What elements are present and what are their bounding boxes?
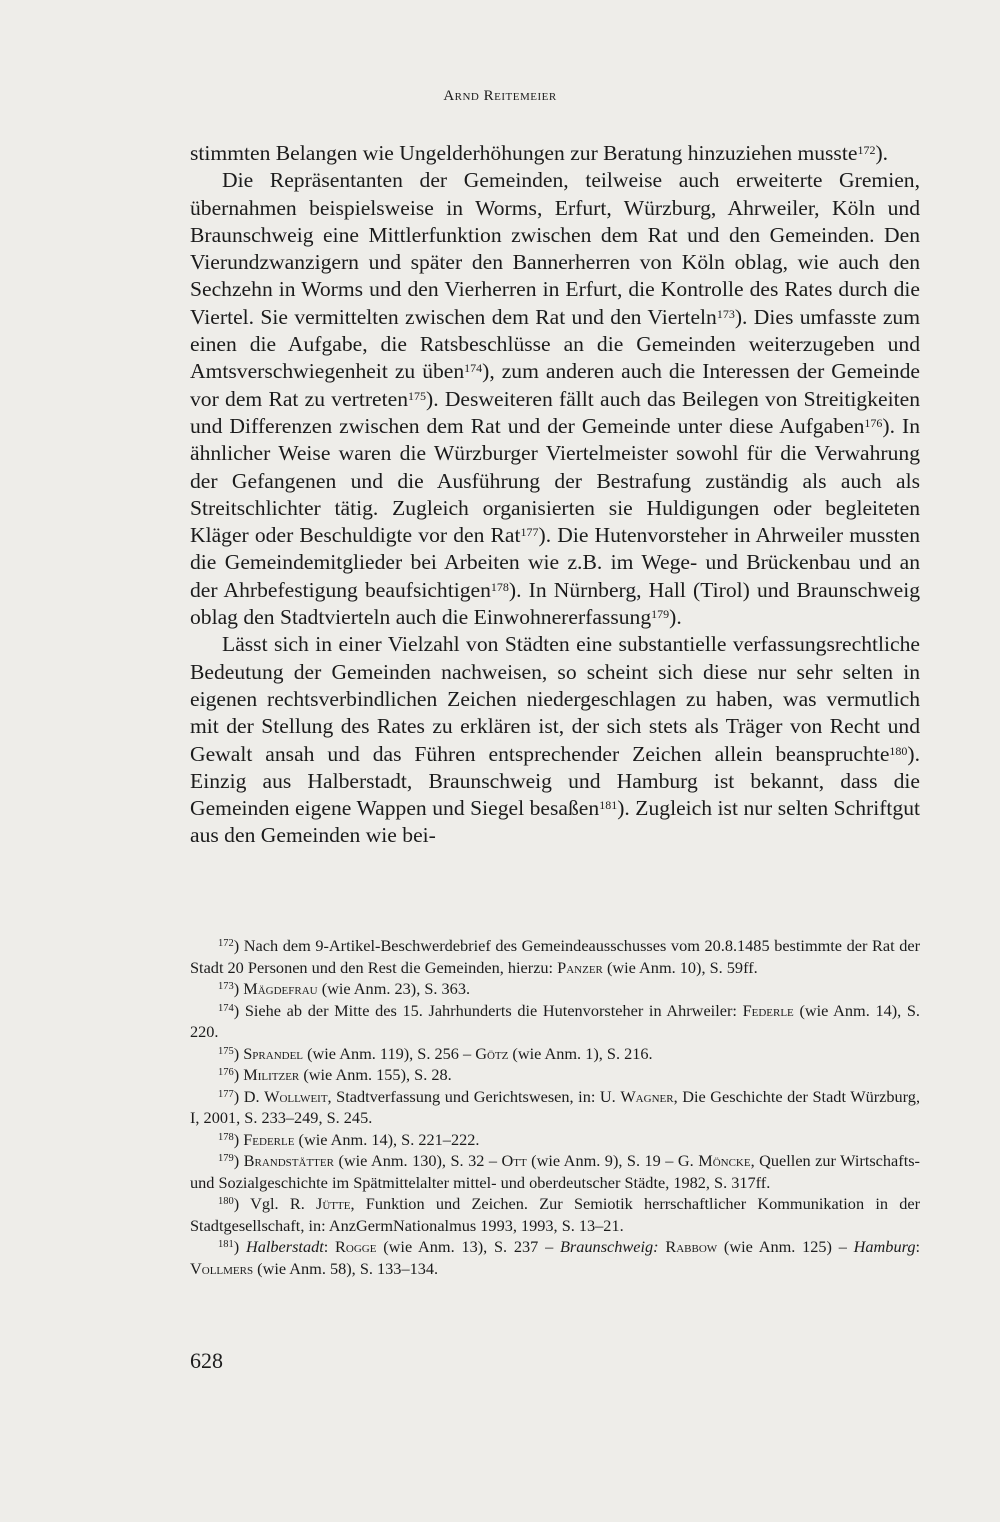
author-name: Sprandel [243, 1043, 304, 1063]
footnote [190, 935, 920, 978]
footnote-ref: 179 [651, 607, 670, 622]
author-name: Rabbow [665, 1237, 718, 1256]
text-run: (wie Anm. 119), S. 256 – [303, 1043, 476, 1063]
footnote-ref: 175 [408, 388, 427, 403]
author-name: Ott [501, 1151, 527, 1170]
author-name: Brandstätter [243, 1151, 334, 1170]
text-run: ) [233, 1043, 244, 1063]
footnote-ref: 174 [464, 361, 483, 376]
footnotes [190, 935, 920, 1279]
footnote [190, 1129, 920, 1151]
text-run: ) D. [233, 1086, 265, 1106]
text-run: (wie Anm. 155), S. 28. [299, 1065, 452, 1084]
text-run: , Funktion und Zeichen. Zur Semiotik herrschaftlicher Kommunikation in der Stadtgesellschaft, in: AnzGermNationalmus 1993, 1993, S. 13–21. [190, 1194, 921, 1235]
text-run: ). Desweiteren fällt auch das Beilegen von Streitigkeiten und Differenzen zwischen dem Rat und der Gemeinde unter diese Aufgaben [190, 386, 920, 438]
footnote-ref: 181 [599, 798, 618, 813]
text-run: , Die Geschichte der Stadt Würzburg, I, 2001, S. 233–249, S. 245. [190, 1086, 921, 1127]
text-run: (wie Anm. 9), S. 19 – G. [526, 1151, 699, 1170]
text-run: (wie Anm. 14), S. 221–222. [294, 1129, 480, 1149]
author-name: Möncke [698, 1151, 751, 1170]
text-run: ) Nach dem 9-Artikel-Beschwerdebrief des Gemeindeausschusses vom 20.8.1485 bestimmte der Rat der Stadt 20 Personen und den Rest die Gemeinden, hierzu: [190, 936, 920, 977]
text-run: ). [875, 141, 889, 165]
footnote-ref: 178 [490, 579, 509, 594]
page-number: 628 [190, 1348, 223, 1373]
text-run: , Stadtverfassung und Gerichtswesen, in: U. [327, 1086, 621, 1106]
footnote-ref: 173 [716, 306, 735, 321]
text-run: ). In Nürnberg, Hall (Tirol) und Braunschweig oblag den Stadtvierteln auch die Einwohnererfassung [190, 577, 921, 630]
text-run: (wie Anm. 23), S. 363. [317, 979, 471, 998]
footnote [190, 978, 920, 1000]
text-run: ). [669, 605, 682, 630]
text-run: : [323, 1237, 336, 1256]
running-head: Arnd Reitemeier [443, 88, 557, 104]
footnote [190, 1193, 920, 1236]
footnote-ref: 172 [857, 143, 876, 157]
text-run: Die Repräsentanten der Gemeinden, teilweise auch erweiterte Gremien, übernahmen beispielsweise in Worms, Erfurt, Würzburg, Ahrweiler, Köln und Braunschweig eine Mittlerfunktion zwischen dem Rat und den Gemeinden. Den Vierundzwanzigern und später den Bannerherren von Köln oblag, wie auch den Sechzehn in Worms und den Vierherren in Erfurt, die Kontrolle des Rates durch die Viertel. Sie vermittelten zwischen dem Rat und den Vierteln [190, 168, 920, 329]
text-run: ) Siehe ab der Mitte des 15. Jahrhunderts die Hutenvorsteher in Ahrweiler: [233, 1000, 743, 1020]
footnote-number: 181 [218, 1239, 234, 1250]
text-run: , Quellen zur Wirtschafts- und Sozialgeschichte im Spätmittelalter mittel- und oberdeutscher Städte, 1982, S. 317ff. [190, 1151, 920, 1192]
text-run: ) [233, 1151, 244, 1170]
text-run: Lässt sich in einer Vielzahl von Städten eine substantielle verfassungsrechtliche Bedeutung der Gemeinden nachweisen, so scheint sich diese nur sehr selten in eigenen rechtsverbindlichen Zeichen niedergeschlagen zu haben, was vermutlich mit der Stellung des Rates zu erklären ist, der sich stets als Träger von Recht und Gewalt ansah und das Führen entsprechender Zeichen allein beanspruchte [190, 632, 920, 766]
text-run: (wie Anm. 1), S. 216. [508, 1043, 653, 1063]
italic-text: Hamburg [853, 1237, 916, 1256]
text-run: ). Dies umfasste zum einen die Aufgabe, die Ratsbeschlüsse an die Gemeinden weiterzugeben und Amtsverschwiegenheit zu üben [190, 304, 920, 384]
footnote-number: 177 [218, 1088, 234, 1100]
text-run: ). Die Hutenvorsteher in Ahrweiler mussten die Gemeindemitglieder bei Arbeiten wie z.B. im Wege- und Brückenbau und an der Ahrbefestigung beaufsichtigen [190, 523, 921, 602]
text-run: ) [233, 1129, 244, 1149]
text-run: (wie Anm. 14), S. 220. [190, 1000, 921, 1041]
footnote [190, 1043, 920, 1065]
italic-text: Braunschweig: [559, 1237, 659, 1256]
author-name: Wagner [620, 1086, 674, 1106]
text-run: ). In ähnlicher Weise waren die Würzburger Viertelmeister sowohl für die Verwahrung der Gefangenen und die Ausführung der Bestrafung zuständig als auch als Streitschlichter tätig. Zugleich organisierten sie Huldigungen oder begleiteten Kläger oder Beschuldigte vor den Rat [190, 413, 920, 548]
italic-text: Halberstadt [245, 1237, 324, 1256]
paragraph [190, 140, 920, 167]
text-run: ) [233, 979, 244, 998]
text-run: (wie Anm. 13), S. 237 – [376, 1237, 560, 1256]
paragraph [190, 167, 920, 631]
text-run: (wie Anm. 130), S. 32 – [333, 1151, 502, 1170]
footnote [190, 1064, 920, 1086]
footnote-number: 180 [218, 1196, 234, 1207]
author-name: Götz [475, 1043, 509, 1063]
author-name: Federle [742, 1000, 794, 1020]
author-name: Federle [243, 1129, 295, 1149]
author-name: Jütte [316, 1194, 351, 1213]
author-name: Mägdefrau [243, 979, 318, 998]
text-run: (wie Anm. 125) – [717, 1237, 854, 1256]
text-run: : [915, 1237, 920, 1256]
footnote-number: 174 [218, 1002, 234, 1014]
author-name: Militzer [243, 1065, 300, 1084]
footnote [190, 1000, 920, 1043]
footnote [190, 1150, 920, 1193]
footnote-number: 178 [218, 1131, 234, 1143]
text-run: stimmten Belangen wie Ungelderhöhungen zur Beratung hinzuziehen musste [190, 141, 858, 165]
text-run: (wie Anm. 58), S. 133–134. [253, 1258, 439, 1278]
text-run: ), zum anderen auch die Interessen der Gemeinde vor dem Rat zu vertreten [190, 359, 920, 411]
author-name: Vollmers [190, 1258, 254, 1278]
footnote [190, 1086, 920, 1129]
author-name: Panzer [557, 957, 603, 977]
main-text [190, 140, 920, 850]
text-run: (wie Anm. 10), S. 59ff. [602, 957, 758, 977]
footnote-number: 179 [218, 1153, 234, 1164]
text-run: ). Einzig aus Halberstadt, Braunschweig und Hamburg ist bekannt, dass die Gemeinden eigene Wappen und Siegel besaßen [190, 741, 920, 821]
footnote-ref: 180 [889, 743, 908, 758]
paragraph [190, 631, 920, 849]
footnote-ref: 176 [864, 415, 883, 430]
text-run: ) Vgl. R. [233, 1194, 317, 1213]
footnote-ref: 177 [520, 525, 539, 540]
text-run: ) [233, 1237, 246, 1256]
footnote-number: 172 [218, 938, 234, 949]
footnote [190, 1236, 920, 1279]
author-name: Wollweit [264, 1086, 328, 1106]
author-name: Rogge [335, 1237, 377, 1256]
footnote-number: 176 [218, 1067, 234, 1078]
footnote-number: 175 [218, 1045, 234, 1057]
text-run: ) [233, 1065, 244, 1084]
footnote-number: 173 [218, 981, 234, 992]
text-run: ). Zugleich ist nur selten Schriftgut aus den Gemeinden wie bei- [190, 796, 921, 848]
